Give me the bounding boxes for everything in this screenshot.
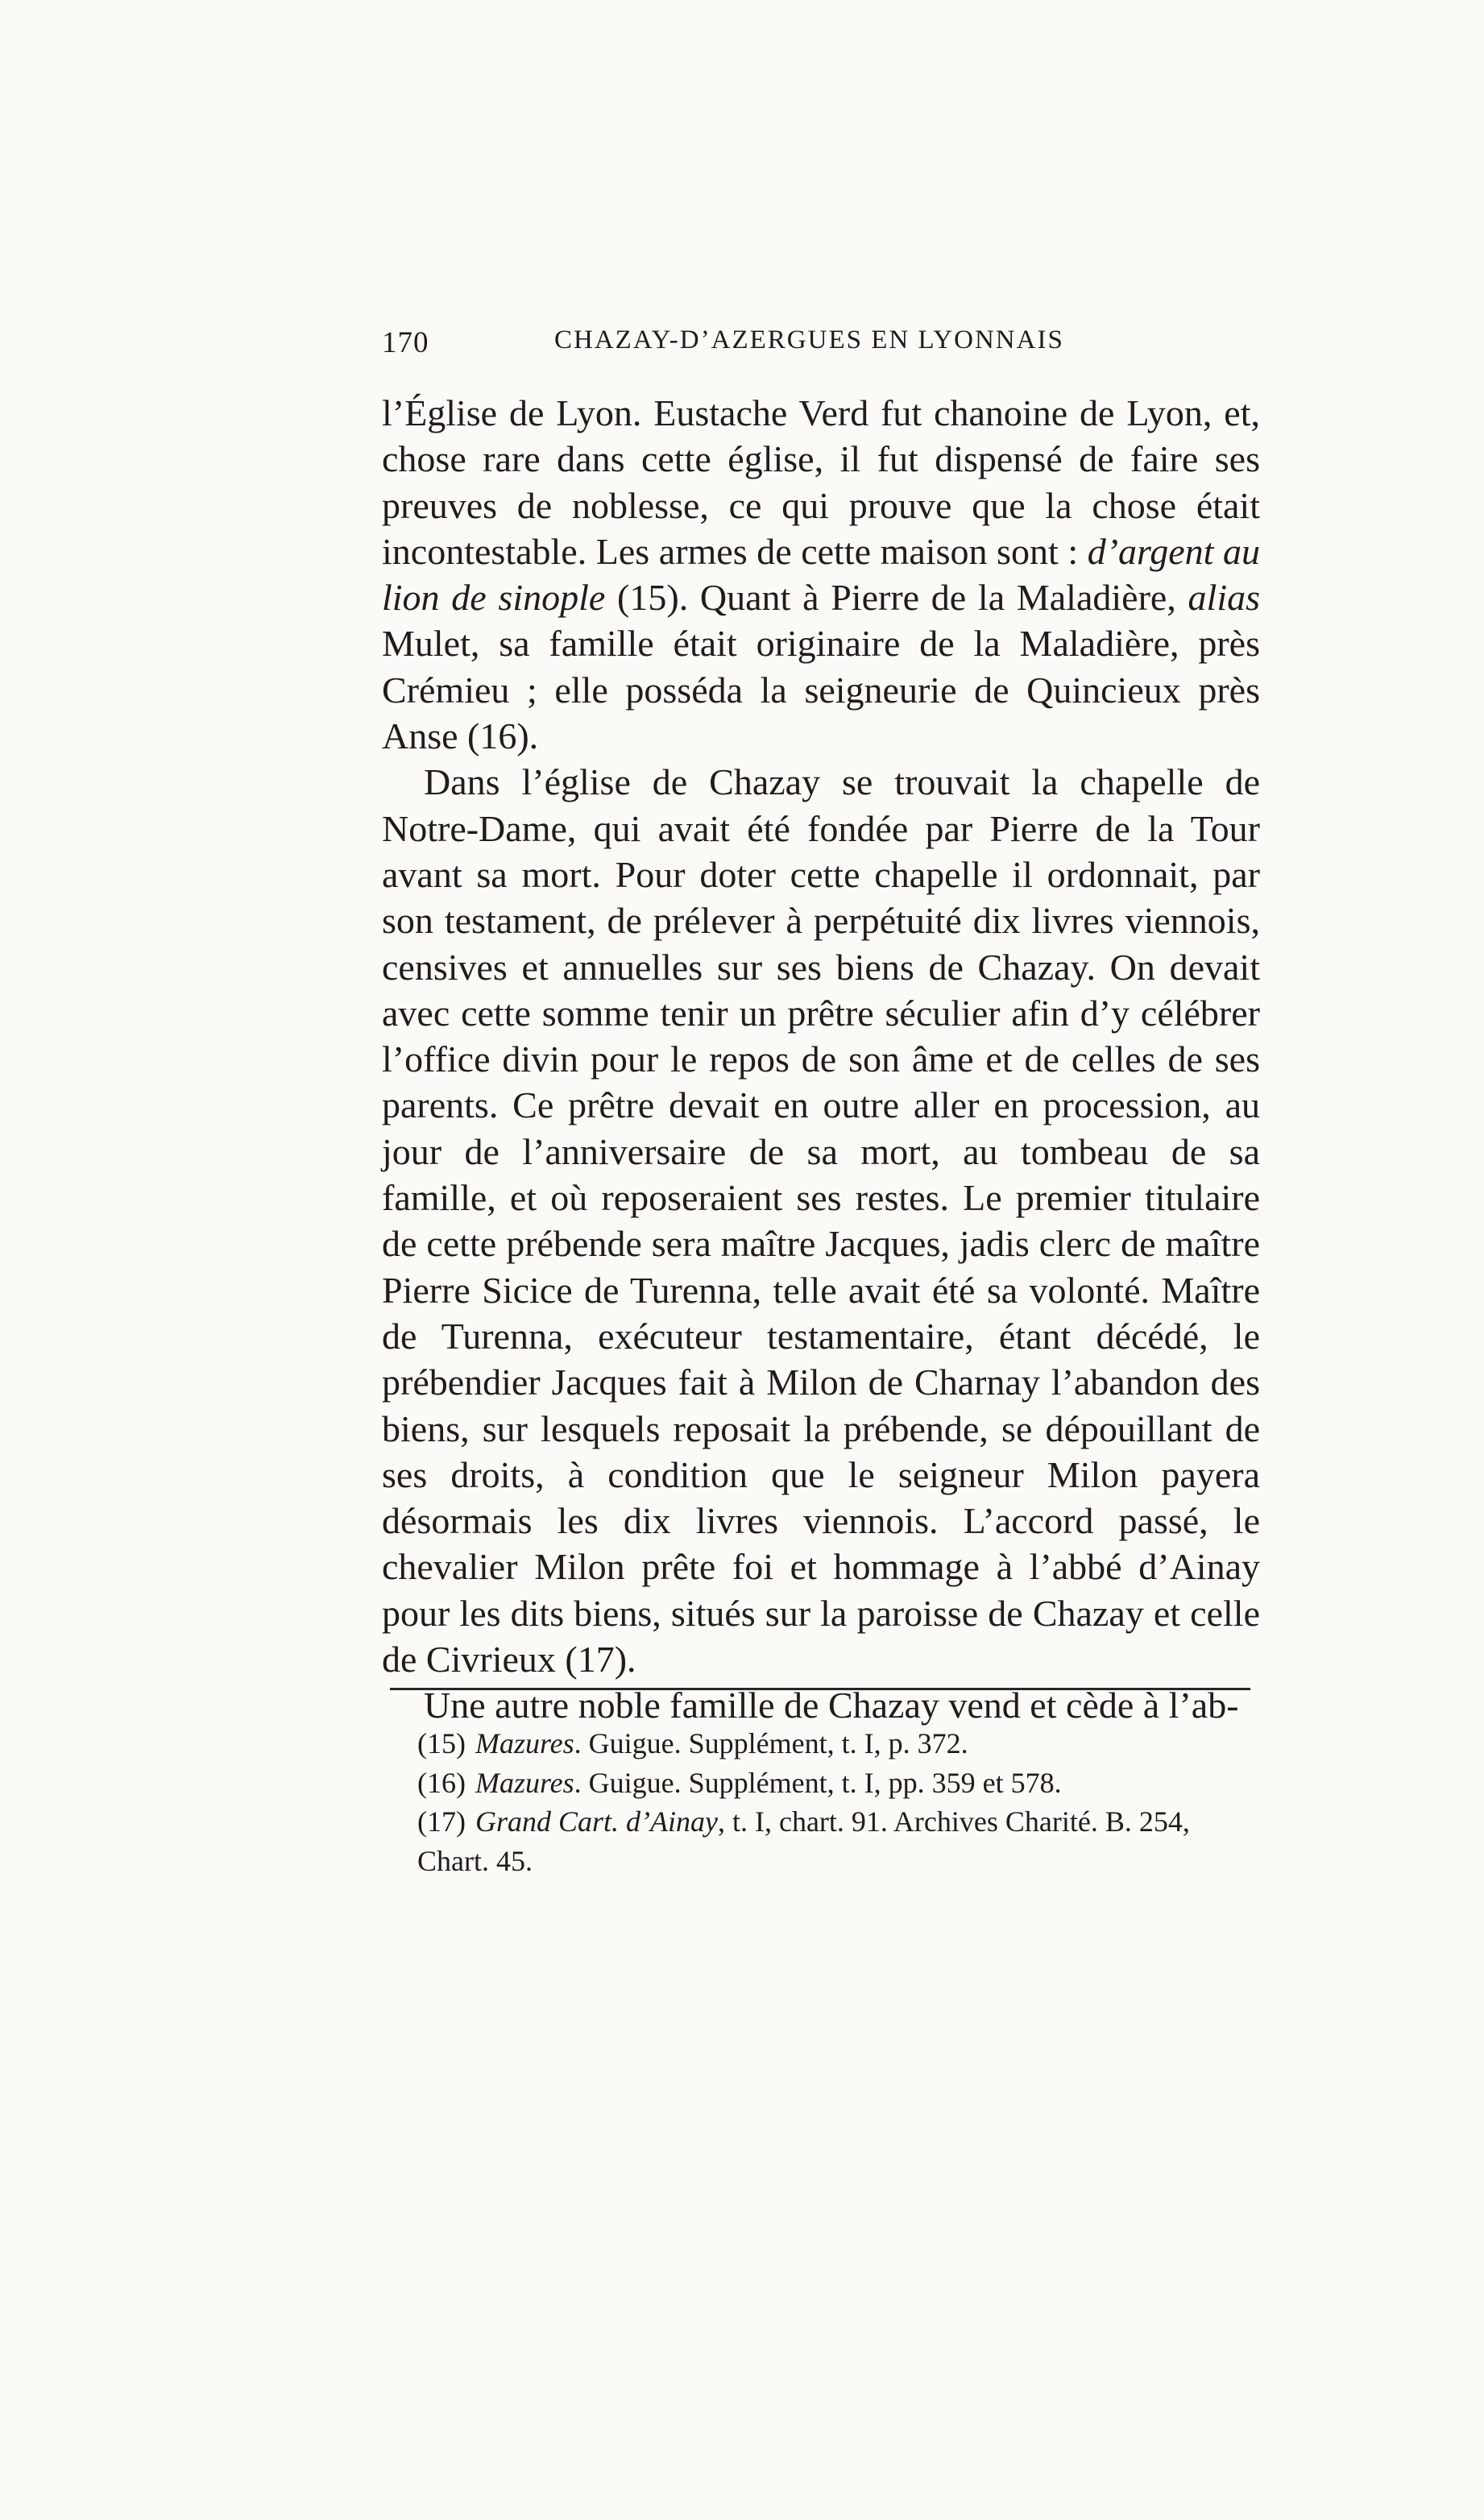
- footnotes: [382, 1724, 1260, 1880]
- alias-word: alias: [1188, 577, 1261, 619]
- paragraph-1-text-c: Mulet, sa famille était originaire de la Maladière, près Crémieu ; elle posséda la seigneurie de Quincieux près Anse (16).: [382, 623, 1260, 757]
- paragraph-1-text-a: l’Église de Lyon. Eustache Verd fut chanoine de Lyon, et, chose rare dans cette église, il fut dispensé de faire ses preuves de noblesse, ce qui prouve que la chose était incontestable. Les armes de cette maison sont :: [382, 392, 1260, 572]
- footnote-number: (15): [417, 1727, 466, 1759]
- footnote-source: Mazures: [475, 1766, 574, 1799]
- footnote-16: [382, 1764, 1260, 1803]
- footnote-number: (17): [417, 1805, 466, 1838]
- footnote-17: [382, 1802, 1260, 1880]
- footnote-source: Mazures: [475, 1727, 574, 1759]
- footnote-number: (16): [417, 1766, 466, 1799]
- running-title: CHAZAY-D’AZERGUES EN LYONNAIS: [554, 325, 1064, 354]
- arms-blazon: d’argent au lion de sinople: [382, 530, 1260, 619]
- footnote-text: . Guigue. Supplément, t. I, pp. 359 et 578.: [574, 1766, 1062, 1799]
- footnote-source: Grand Cart. d’Ainay: [475, 1805, 718, 1838]
- body-text: [382, 390, 1260, 1729]
- paragraph-1: [382, 390, 1260, 759]
- footnote-text: . Guigue. Supplément, t. I, p. 372.: [574, 1727, 968, 1759]
- footnote-rule: [390, 1688, 1250, 1690]
- footnote-text: , t. I, chart. 91. Archives Charité. B. 254, Chart. 45.: [417, 1805, 1190, 1877]
- paragraph-1-text-b: (15). Quant à Pierre de la Maladière,: [605, 577, 1188, 619]
- page-header: [382, 325, 1260, 374]
- footnote-15: [382, 1724, 1260, 1764]
- paragraph-3: Une autre noble famille de Chazay vend et cède à l’ab-: [424, 1685, 1239, 1726]
- page-number: 170: [382, 326, 429, 359]
- paragraph-2: Dans l’église de Chazay se trouvait la chapelle de Notre-Dame, qui avait été fondée par Pierre de la Tour avant sa mort. Pour doter cette chapelle il ordonnait, par son testament, de prélever à perpétuité dix livres viennois, censives et annuelles sur ses biens de Chazay. On devait avec cette somme tenir un prêtre séculier afin d’y célébrer l’office divin pour le repos de son âme et de celles de ses parents. Ce prêtre devait en outre aller en procession, au jour de l’anniversaire de sa mort, au tombeau de sa famille, et où reposeraient ses restes. Le premier titulaire de cette prébende sera maître Jacques, jadis clerc de maître Pierre Sicice de Turenna, telle avait été sa volonté. Maître de Turenna, exécuteur testamentaire, étant décédé, le prébendier Jacques fait à Milon de Charnay l’abandon des biens, sur lesquels reposait la prébende, se dépouillant de ses droits, à condition que le seigneur Milon payera désormais les dix livres viennois. L’accord passé, le chevalier Milon prête foi et hommage à l’abbé d’Ainay pour les dits biens, situés sur la paroisse de Chazay et celle de Civrieux (17).: [382, 761, 1260, 1681]
